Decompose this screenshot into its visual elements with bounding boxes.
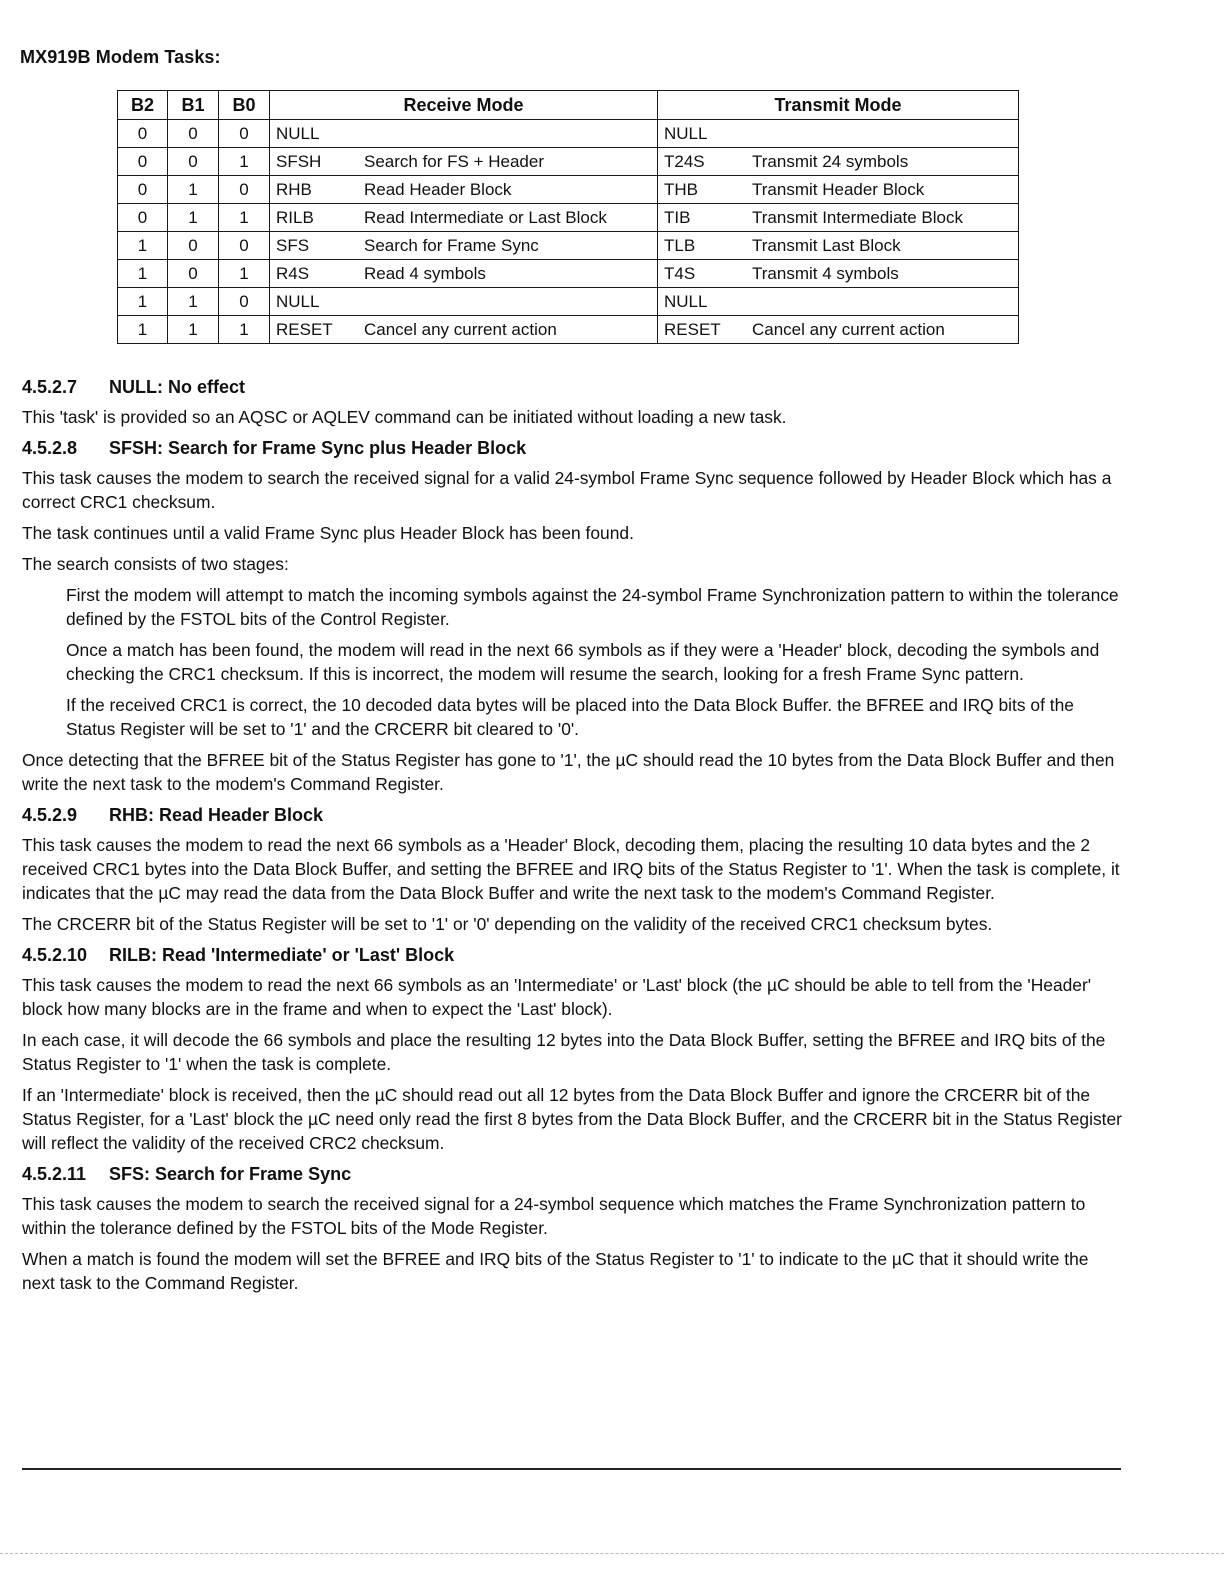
bit-value: 0 [137,151,148,171]
transmit-mode-cell [658,120,1019,148]
bit-b2-cell [118,176,168,204]
bit-value: 0 [188,151,198,171]
transmit-task-code: T24S [664,151,705,171]
receive-task-code: SFSH [276,151,322,171]
transmit-task-code: TIB [664,207,691,227]
body-paragraph: This task causes the modem to read the next 66 symbols as an 'Intermediate' or 'Last' block (the µC should be able to tell from the 'Header' block how many blocks are in the frame and when to expect the 'Last' block). [22,975,1092,1019]
receive-task-code: R4S [276,263,310,283]
body-paragraph: This task causes the modem to read the next 66 symbols as a 'Header' Block, decoding them, placing the resulting 10 data bytes and the 2 received CRC1 bytes into the Data Block Buffer, and setting the BFREE and IRQ bits of the Status Register to '1'. When the task is complete, it indicates that the µC may read the data from the Data Block Buffer and write the next task to the modem's Command Register. [22,835,1120,903]
receive-task-code: RESET [276,319,333,339]
bit-b0-cell [219,316,270,344]
table-header-row [118,91,1019,120]
bit-b0-cell [219,232,270,260]
page-title: MX919B Modem Tasks: [20,47,221,67]
header-receive-mode: Receive Mode [270,91,658,120]
section-heading [22,436,1122,460]
receive-mode-cell [270,204,658,232]
receive-task-description: Search for Frame Sync [364,235,539,255]
bit-value: 1 [137,263,148,283]
bit-value: 1 [137,291,148,311]
transmit-task-code: T4S [664,263,696,283]
table-row [118,148,1019,176]
scan-edge [0,1553,1224,1557]
body-paragraph: The CRCERR bit of the Status Register will be set to '1' or '0' depending on the validity of the received CRC1 checksum bytes. [22,914,993,934]
header-b0: B0 [219,91,270,120]
bit-value: 0 [188,235,198,255]
section-number: 4.5.2.10 [22,945,88,965]
transmit-task-code: RESET [664,319,721,339]
transmit-mode-cell [658,176,1019,204]
transmit-task-description: Transmit Intermediate Block [752,207,963,227]
table-row [118,120,1019,148]
table-row [118,204,1019,232]
bit-b1-cell [168,232,219,260]
section-number: 4.5.2.11 [22,1164,87,1184]
bit-b0-cell [219,120,270,148]
receive-mode-cell [270,232,658,260]
bit-value: 1 [188,319,198,339]
header-transmit-mode: Transmit Mode [658,91,1019,120]
bit-b2-cell [118,288,168,316]
bit-value: 0 [239,291,249,311]
receive-mode-cell [270,176,658,204]
bit-b0-cell [219,288,270,316]
bit-b0-cell [219,260,270,288]
bit-b2-cell [118,120,168,148]
transmit-task-description: Transmit Last Block [752,235,901,255]
table-row [118,232,1019,260]
transmit-mode-cell [658,148,1019,176]
table-row [118,316,1019,344]
bit-b1-cell [168,316,219,344]
transmit-mode-cell [658,288,1019,316]
bit-b2-cell [118,232,168,260]
section-heading [22,1162,1122,1186]
bit-value: 0 [239,235,249,255]
bit-value: 0 [188,123,198,143]
receive-mode-cell [270,148,658,176]
table-row [118,260,1019,288]
bit-value: 1 [239,151,249,171]
bit-b2-cell [118,204,168,232]
transmit-mode-cell [658,316,1019,344]
bit-value: 1 [239,319,249,339]
document-body [22,375,1122,1295]
bit-value: 0 [137,123,148,143]
transmit-task-description: Transmit 24 symbols [752,151,909,171]
bit-b1-cell [168,176,219,204]
section-heading [22,375,1122,399]
section-number: 4.5.2.8 [22,438,78,458]
transmit-task-code: TLB [664,235,696,255]
bit-b1-cell [168,148,219,176]
bit-b0-cell [219,176,270,204]
bit-value: 1 [137,235,148,255]
bit-value: 1 [188,291,198,311]
bit-value: 0 [137,207,148,227]
section-title: RILB: Read 'Intermediate' or 'Last' Block [109,945,455,965]
transmit-task-code: THB [664,179,698,199]
transmit-mode-cell [658,232,1019,260]
section-title: SFSH: Search for Frame Sync plus Header Block [109,438,527,458]
body-paragraph: This 'task' is provided so an AQSC or AQLEV command can be initiated without loading a new task. [22,407,787,427]
receive-task-code: RILB [276,207,314,227]
body-paragraph: This task causes the modem to search the received signal for a 24-symbol sequence which matches the Frame Synchronization pattern to within the tolerance defined by the FSTOL bits of the Mode Register. [22,1194,1086,1238]
body-paragraph: If the received CRC1 is correct, the 10 decoded data bytes will be placed into the Data Block Buffer. the BFREE and IRQ bits of the Status Register will be set to '1' and the CRCERR bit cleared to '0'. [66,695,1074,739]
receive-task-description: Read Intermediate or Last Block [364,207,607,227]
transmit-mode-cell [658,260,1019,288]
bit-b2-cell [118,260,168,288]
transmit-mode-cell [658,204,1019,232]
section-number: 4.5.2.7 [22,377,78,397]
section-number: 4.5.2.9 [22,805,78,825]
body-paragraph: The search consists of two stages: [22,554,289,574]
table-row [118,176,1019,204]
receive-task-code: NULL [276,123,320,143]
bit-b2-cell [118,316,168,344]
bit-b2-cell [118,148,168,176]
bit-value: 1 [188,179,198,199]
bit-b0-cell [219,148,270,176]
section-heading [22,803,1122,827]
receive-task-code: NULL [276,291,320,311]
modem-tasks-table [117,90,1019,344]
body-paragraph: Once a match has been found, the modem will read in the next 66 symbols as if they were a 'Header' block, decoding the symbols and checking the CRC1 checksum. If this is incorrect, the modem will resume the search, looking for a fresh Frame Sync pattern. [66,640,1100,684]
receive-task-code: SFS [276,235,310,255]
bit-value: 0 [137,179,148,199]
section-title: SFS: Search for Frame Sync [109,1164,352,1184]
transmit-task-description: Cancel any current action [752,319,945,339]
section-title: RHB: Read Header Block [109,805,324,825]
body-paragraph: First the modem will attempt to match the incoming symbols against the 24-symbol Frame Synchronization pattern to within the tolerance defined by the FSTOL bits of the Control Register. [66,585,1119,629]
bit-value: 1 [239,263,249,283]
receive-task-code: RHB [276,179,312,199]
bit-value: 0 [239,179,249,199]
bit-value: 0 [239,123,249,143]
body-paragraph: In each case, it will decode the 66 symbols and place the resulting 12 bytes into the Data Block Buffer, setting the BFREE and IRQ bits of the Status Register to '1' when the task is complete. [22,1030,1106,1074]
body-paragraph: If an 'Intermediate' block is received, then the µC should read out all 12 bytes from the Data Block Buffer and ignore the CRCERR bit of the Status Register, for a 'Last' block the µC need only read the first 8 bytes from the Data Block Buffer, and the CRCERR bit in the Status Register will reflect the validity of the received CRC2 checksum. [22,1085,1122,1153]
body-paragraph: The task continues until a valid Frame Sync plus Header Block has been found. [22,523,634,543]
bit-b1-cell [168,204,219,232]
transmit-task-description: Transmit Header Block [752,179,925,199]
bit-value: 1 [239,207,249,227]
receive-task-description: Cancel any current action [364,319,557,339]
bit-b1-cell [168,120,219,148]
table-row [118,288,1019,316]
receive-task-description: Read Header Block [364,179,512,199]
transmit-task-code: NULL [664,291,708,311]
section-title: NULL: No effect [109,377,245,397]
body-paragraph: When a match is found the modem will set the BFREE and IRQ bits of the Status Register to '1' to indicate to the µC that it should write the next task to the Command Register. [22,1249,1089,1293]
receive-task-description: Search for FS + Header [364,151,545,171]
receive-task-description: Read 4 symbols [364,263,486,283]
receive-mode-cell [270,120,658,148]
section-heading [22,943,1122,967]
bit-b0-cell [219,204,270,232]
receive-mode-cell [270,316,658,344]
header-b1: B1 [168,91,219,120]
bit-value: 0 [188,263,198,283]
body-paragraph: This task causes the modem to search the received signal for a valid 24-symbol Frame Sync sequence followed by Header Block which has a correct CRC1 checksum. [22,468,1112,512]
body-paragraph: Once detecting that the BFREE bit of the Status Register has gone to '1', the µC should read the 10 bytes from the Data Block Buffer and then write the next task to the modem's Command Register. [22,750,1115,794]
receive-mode-cell [270,260,658,288]
transmit-task-code: NULL [664,123,708,143]
transmit-task-description: Transmit 4 symbols [752,263,899,283]
footer-divider [22,1468,1121,1470]
bit-value: 1 [188,207,198,227]
bit-value: 1 [137,319,148,339]
bit-b1-cell [168,260,219,288]
bit-b1-cell [168,288,219,316]
receive-mode-cell [270,288,658,316]
header-b2: B2 [118,91,168,120]
